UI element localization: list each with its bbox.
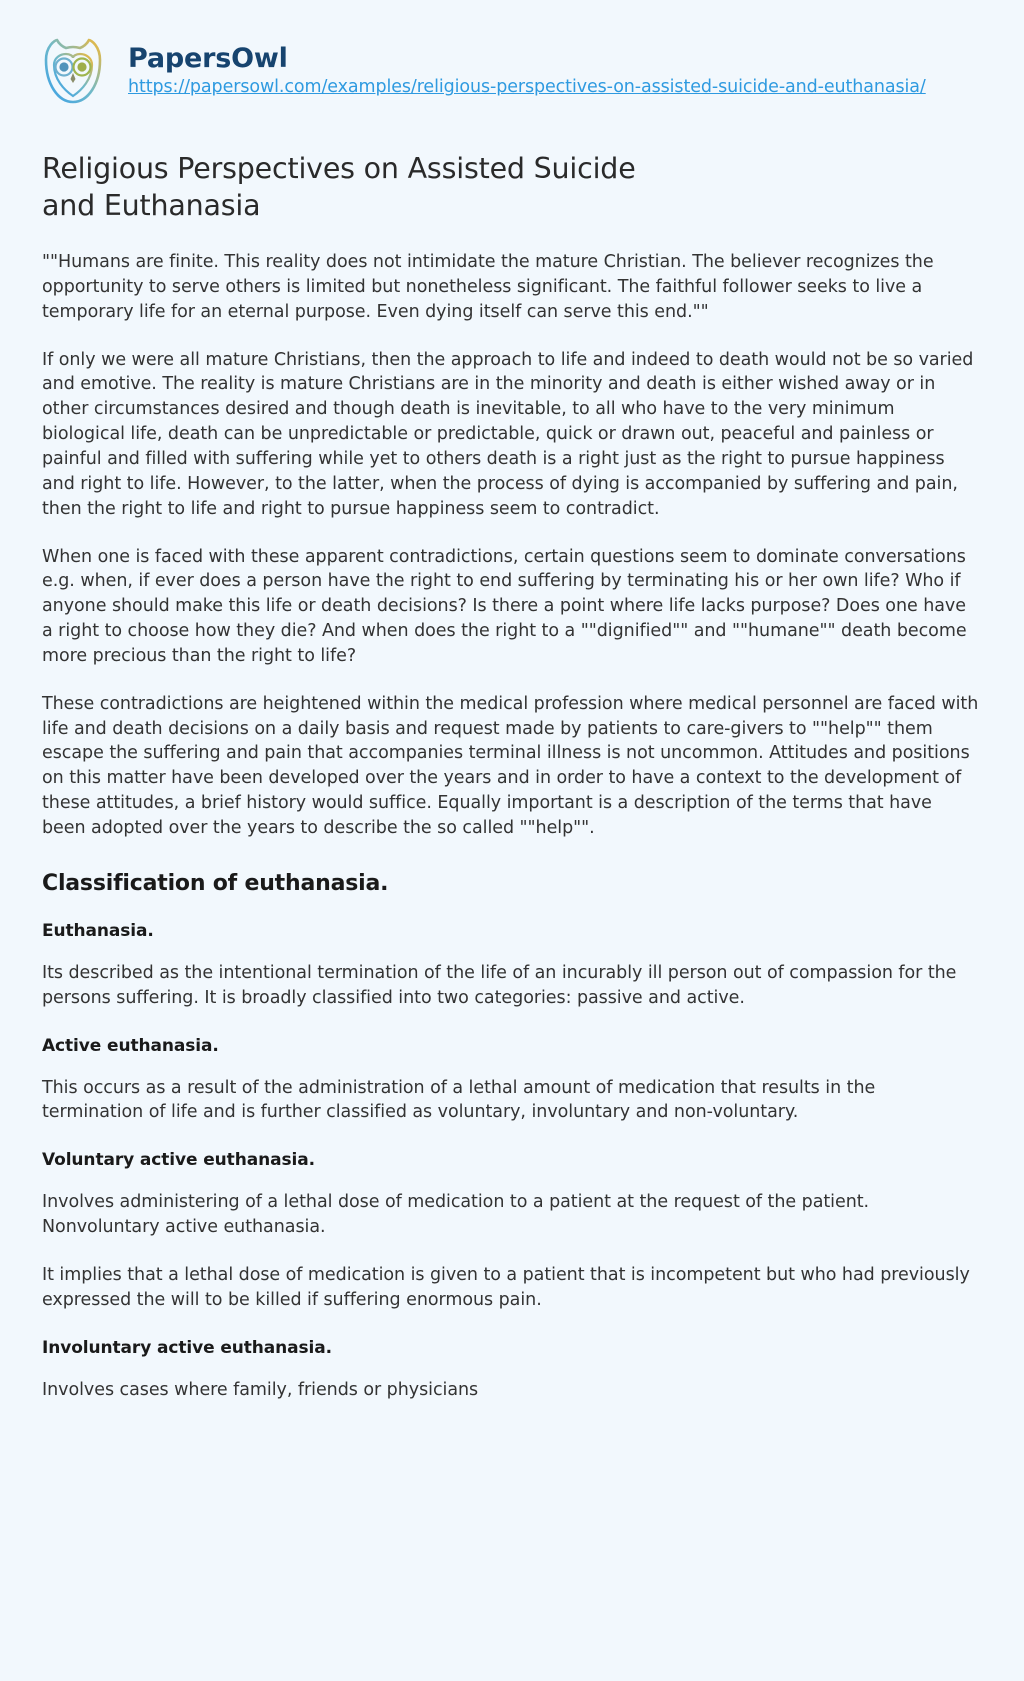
article-body (0, 122, 1024, 1442)
heading-involuntary-active-euthanasia: Involuntary active euthanasia. (42, 1337, 333, 1358)
nonvoluntary-active-euthanasia-definition-paragraph: It implies that a lethal dose of medication is given to a patient that is incompetent but who had previously expressed the will to be killed if suffering enormous pain. (42, 1264, 970, 1310)
owl-logo-icon[interactable] (36, 34, 110, 108)
active-euthanasia-definition-paragraph: This occurs as a result of the administration of a lethal amount of medication that results in the termination of life and is further classified as voluntary, involuntary and non-voluntary. (42, 1077, 876, 1123)
mature-christians-paragraph: If only we were all mature Christians, then the approach to life and indeed to death would not be so varied and emotive. The reality is mature Christians are in the minority and death is either wished away or in other circumstances desired and though death is inevitable, to all who have to the very minimum biological life, death can be unpredictable or predictable, quick or drawn out, peaceful and painless or painful and filled with suffering while yet to others death is a right just as the right to pursue happiness and right to life. However, to the latter, when the process of dying is accompanied by suffering and pain, then the right to life and right to pursue happiness seem to contradict. (42, 349, 974, 519)
article-blocks (42, 250, 980, 1402)
heading-voluntary-active-euthanasia: Voluntary active euthanasia. (42, 1150, 315, 1171)
site-url-link[interactable]: https://papersowl.com/examples/religious-perspectives-on-assisted-suicide-and-euthanasia/ (128, 77, 926, 98)
intro-quote-paragraph: ""Humans are finite. This reality does not intimidate the mature Christian. The believer recognizes the opportunity to serve others is limited but nonetheless significant. The faithful follower seeks to live a temporary life for an eternal purpose. Even dying itself can serve this end."" (42, 252, 934, 322)
brand-block (128, 44, 926, 99)
medical-profession-paragraph: These contradictions are heightened within the medical profession where medical personnel are faced with life and death decisions on a daily basis and request made by patients to care-givers to ""help"" them escape the suffering and pain that accompanies terminal illness is not uncommon. Attitudes and positions on this matter have been developed over the years and in order to have a context to the development of these attitudes, a brief history would suffice. Equally important is a description of the terms that have been adopted over the years to describe the so called ""help"". (42, 693, 979, 838)
heading-classification-of-euthanasia: Classification of euthanasia. (42, 870, 389, 896)
involuntary-active-euthanasia-definition-paragraph: Involves cases where family, friends or physicians (42, 1379, 479, 1400)
site-header (0, 0, 1024, 122)
heading-active-euthanasia: Active euthanasia. (42, 1035, 219, 1056)
contradictions-questions-paragraph: When one is faced with these apparent contradictions, certain questions seem to dominate conversations e.g. when, if ever does a person have the right to end suffering by terminating his or her own life? Who if anyone should make this life or death decisions? Is there a point where life lacks purpose? Does one have a right to choose how they die? And when does the right to a ""dignified"" and ""humane"" death become more precious than the right to life? (42, 546, 967, 666)
page-title: Religious Perspectives on Assisted Suicide and Euthanasia (42, 152, 636, 223)
brand-name: PapersOwl (128, 42, 288, 74)
euthanasia-definition-paragraph: Its described as the intentional termination of the life of an incurably ill person out of compassion for the persons suffering. It is broadly classified into two categories: passive and active. (42, 962, 957, 1008)
voluntary-active-euthanasia-definition-paragraph: Involves administering of a lethal dose of medication to a patient at the request of the patient. Nonvoluntary active euthanasia. (42, 1192, 870, 1238)
heading-euthanasia: Euthanasia. (42, 920, 154, 941)
